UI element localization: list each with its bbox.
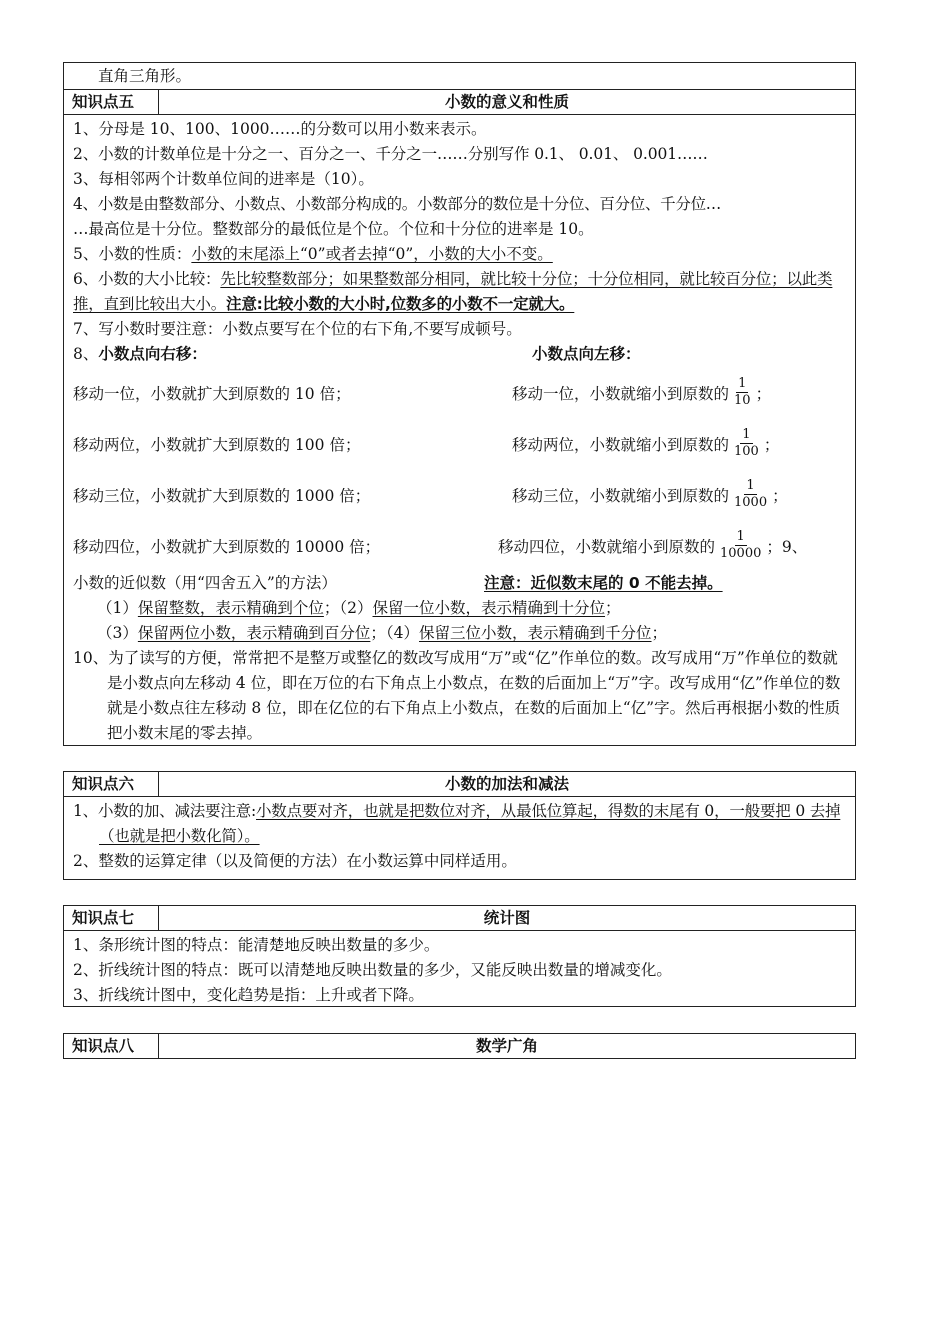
s5-move-right-text: 移动三位，小数就扩大到原数的 1000 倍；: [73, 486, 371, 505]
fraction-denominator: 100: [734, 444, 759, 459]
s5-line-9-text: 小数的近似数（用“四舍五入”的方法）: [73, 574, 337, 592]
s5-line-6-prefix: 6、小数的大小比较：: [73, 270, 221, 288]
s5-line-9: [73, 571, 847, 596]
section-7: [63, 905, 856, 1007]
s5-move-left-prefix: 移动四位，小数就缩小到原数的: [498, 537, 716, 556]
s5-move-row: [73, 469, 847, 520]
section-8-key: 知识点八: [64, 1034, 159, 1058]
section-8-header: [64, 1034, 855, 1058]
fraction-denominator: 10000: [720, 546, 762, 561]
fraction: [732, 376, 753, 409]
section-5-header: [64, 90, 855, 115]
s5-line-7: 7、写小数时要注意：小数点要写在个位的右下角,不要写成顿号。: [73, 320, 522, 338]
s5-move-right-text: 移动两位，小数就扩大到原数的 100 倍；: [73, 435, 361, 454]
s5-move-right-heading: 小数点向右移：: [98, 345, 207, 363]
s5-line-5: [73, 242, 847, 267]
s5-move-tail: ；: [772, 486, 788, 505]
section-6: [63, 771, 856, 880]
section-7-header: [64, 906, 855, 931]
fraction-numerator: 1: [736, 529, 745, 544]
s5-move-tail: ；: [755, 384, 772, 403]
section-6-key: 知识点六: [64, 772, 159, 796]
s6-line-1-prefix: 1、小数的加、减法要注意:: [73, 802, 256, 820]
section-5-body: [64, 115, 855, 752]
label: ；（2）: [323, 599, 373, 617]
section-6-title: 小数的加法和减法: [444, 775, 569, 793]
rounding-rule: 保留三位小数，表示精确到千分位: [419, 624, 652, 642]
fraction: [732, 427, 761, 460]
section-7-title: 统计图: [483, 909, 531, 927]
fraction-numerator: 1: [746, 478, 755, 493]
s5-rounding-row-1: [73, 596, 847, 621]
s5-line-6: [73, 267, 847, 317]
s6-line-1: [73, 799, 847, 849]
s5-move-right-text: 移动一位，小数就扩大到原数的 10 倍；: [73, 384, 351, 403]
s5-move-right-text: 移动四位，小数就扩大到原数的 10000 倍；: [73, 537, 381, 556]
s5-move-row: [73, 418, 847, 469]
s5-line-4a: 4、小数是由整数部分、小数点、小数部分构成的。小数部分的数位是十分位、百分位、千分位…: [73, 195, 721, 213]
s6-line-1-rule: 小数点要对齐，也就是把数位对齐，从最低位算起，得数的末尾有 0，一般要把 0 去掉（也就是把小数化简）。: [99, 802, 841, 845]
s5-move-left-prefix: 移动两位，小数就缩小到原数的: [512, 435, 730, 454]
s5-line-6-note: 注意:比较小数的大小时,位数多的小数不一定就大。: [226, 295, 575, 313]
s5-rounding-row-2: [73, 621, 847, 646]
label: （1）: [97, 599, 138, 617]
s5-move-row: [73, 520, 847, 571]
fraction-denominator: 10: [734, 393, 751, 408]
s5-line-5-prefix: 5、小数的性质：: [73, 245, 192, 263]
fraction-numerator: 1: [742, 427, 751, 442]
fraction: [732, 478, 769, 511]
s7-line-2: 2、折线统计图的特点：既可以清楚地反映出数量的多少，又能反映出数量的增减变化。: [73, 961, 672, 979]
label: ；（4）: [370, 624, 420, 642]
rounding-rule: 保留整数，表示精确到个位: [137, 599, 324, 617]
s5-move-left-text: [512, 427, 779, 460]
section-7-body: [64, 931, 855, 1014]
s5-line-2: 2、小数的计数单位是十分之一、百分之一、千分之一……分别写作 0.1、 0.01、 0.001……: [73, 145, 708, 163]
section-5-key: 知识点五: [64, 90, 159, 114]
s5-line-9-note: 注意：近似数末尾的 0 不能去掉。: [484, 574, 723, 592]
s5-line-8-num: 8、: [73, 345, 99, 363]
section-6-body: [64, 797, 855, 880]
s5-line-10: 10、为了读写的方便，常常把不是整万或整亿的数改写成用“万”或“亿”作单位的数。改写成用“万”作单位的数就是小数点向左移动 4 位，即在万位的右下角点上小数点，在数的后面加上“万”字。改写成用“亿”作单位的数就是小数点往左移动 8 位，即在亿位的右下角点上小数点，在数的后面加上“亿”字。然后再根据小数的性质把小数末尾的零去掉。: [73, 649, 841, 742]
section-8-title: 数学广角: [475, 1037, 538, 1055]
label: ；: [651, 624, 668, 642]
fraction-denominator: 1000: [734, 495, 768, 510]
section-8: [63, 1033, 856, 1059]
s5-line-5-rule: 小数的末尾添上“0”或者去掉“0”，小数的大小不变。: [191, 245, 553, 263]
label: （3）: [97, 624, 138, 642]
fraction-numerator: 1: [738, 376, 747, 391]
section-5: [63, 89, 856, 746]
s6-line-2: 2、整数的运算定律（以及简便的方法）在小数运算中同样适用。: [73, 852, 517, 870]
rounding-rule: 保留一位小数，表示精确到十分位: [372, 599, 606, 617]
s5-line-1: 1、分母是 10、100、1000……的分数可以用小数来表示。: [73, 120, 487, 138]
s5-move-left-prefix: 移动三位，小数就缩小到原数的: [512, 486, 730, 505]
s5-line-4b: …最高位是十分位。整数部分的最低位是个位。个位和十分位的进率是 10。: [73, 220, 594, 238]
section-7-key: 知识点七: [64, 906, 159, 930]
fraction: [718, 529, 763, 562]
s5-move-left-text: [498, 529, 807, 562]
s5-move-tail: ；9、: [766, 537, 808, 556]
s7-line-1: 1、条形统计图的特点：能清楚地反映出数量的多少。: [73, 936, 440, 954]
continuation-text: 直角三角形。: [98, 67, 192, 85]
s5-line-8: [73, 342, 847, 367]
rounding-rule: 保留两位小数，表示精确到百分位: [137, 624, 371, 642]
s5-move-left-text: [512, 376, 771, 409]
section-5-title: 小数的意义和性质: [444, 93, 569, 111]
s5-line-6-rule: 先比较整数部分；如果整数部分相同，就比较十分位；十分位相同，就比较百分位；以此类推，直到比较出大小。: [73, 270, 833, 313]
s7-line-3: 3、折线统计图中，变化趋势是指：上升或者下降。: [73, 986, 424, 1004]
label: ；: [605, 599, 621, 617]
s5-move-row: [73, 367, 847, 418]
section-6-header: [64, 772, 855, 797]
s5-move-left-heading: 小数点向左移：: [532, 345, 641, 363]
s5-move-tail: ；: [763, 435, 780, 454]
s5-move-left-text: [512, 478, 788, 511]
s5-line-3: 3、每相邻两个计数单位间的进率是（10）。: [73, 170, 374, 188]
s5-move-left-prefix: 移动一位，小数就缩小到原数的: [512, 384, 730, 403]
continuation-box: [63, 62, 856, 89]
